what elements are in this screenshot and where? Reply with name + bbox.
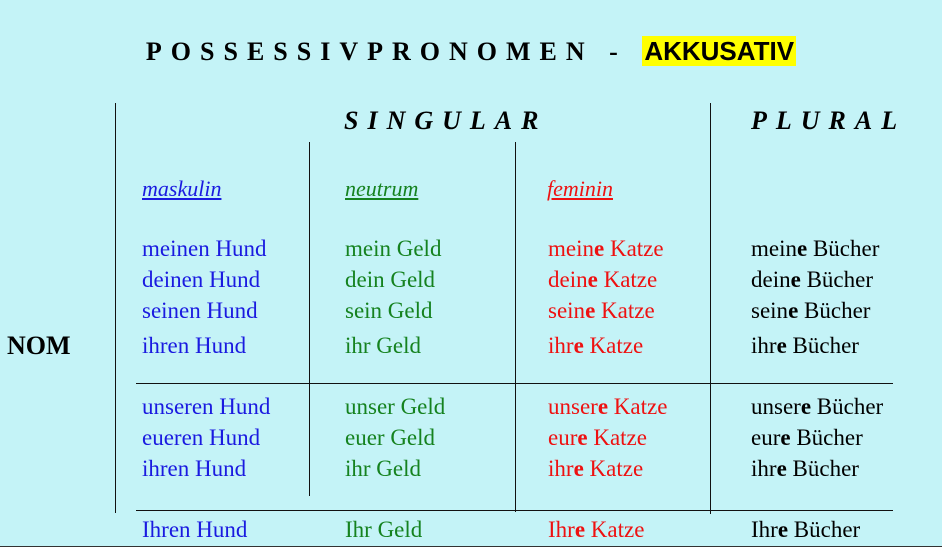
pronoun-ending: e <box>797 236 808 261</box>
cell-plural <box>751 517 860 543</box>
noun: Katze <box>587 425 647 450</box>
pronoun-ending: e <box>776 456 787 481</box>
row-divider-2 <box>136 510 893 511</box>
cell-maskulin: ihren Hund <box>142 456 247 481</box>
pronoun-stem: sein <box>548 298 586 323</box>
pronoun-ending: e <box>597 394 609 419</box>
cell-feminin <box>548 394 667 420</box>
cell-plural <box>751 394 883 420</box>
cell-feminin <box>548 456 643 482</box>
pronoun-ending: e <box>574 517 586 542</box>
column-divider-3 <box>710 103 711 514</box>
cell-maskulin: eueren Hund <box>142 425 261 450</box>
case-label-nom: NOM <box>7 331 71 360</box>
cell-plural <box>751 333 859 359</box>
noun: Katze <box>608 394 668 419</box>
pronoun-ending: e <box>577 425 588 450</box>
pronoun-stem: Ihr <box>548 517 575 542</box>
noun: Bücher <box>800 267 873 292</box>
cell-plural <box>751 425 863 451</box>
gender-maskulin: maskulin <box>142 176 222 201</box>
pronoun-ending: e <box>777 517 789 542</box>
pronoun-ending: e <box>585 298 596 323</box>
cell-plural <box>751 267 873 293</box>
pronoun-stem: unser <box>548 394 598 419</box>
singular-header: SINGULAR <box>344 106 548 135</box>
pronoun-ending: e <box>788 298 799 323</box>
gender-neutrum: neutrum <box>345 176 419 201</box>
pronoun-stem: ihr <box>548 333 574 358</box>
pronoun-ending: e <box>573 456 584 481</box>
pronoun-ending: e <box>594 236 605 261</box>
pronoun-stem: eur <box>751 425 781 450</box>
noun: Katze <box>583 333 644 358</box>
noun: Bücher <box>811 394 884 419</box>
cell-neutrum: mein Geld <box>345 236 442 261</box>
pronoun-stem: eur <box>548 425 578 450</box>
pronoun-stem: mein <box>548 236 594 261</box>
noun: Katze <box>604 236 664 261</box>
noun: Bücher <box>790 425 863 450</box>
pronoun-ending: e <box>780 425 791 450</box>
noun: Katze <box>595 298 655 323</box>
noun: Katze <box>585 517 645 542</box>
cell-plural <box>751 298 870 324</box>
cell-maskulin: Ihren Hund <box>142 517 248 542</box>
pronoun-stem: Ihr <box>751 517 778 542</box>
pronoun-ending: e <box>790 267 801 292</box>
pronoun-ending: e <box>587 267 598 292</box>
page-title <box>0 36 942 67</box>
cell-feminin <box>548 298 655 324</box>
cell-maskulin: meinen Hund <box>142 236 267 261</box>
column-divider-1-top <box>309 142 310 384</box>
cell-plural <box>751 456 859 482</box>
cell-neutrum: Ihr Geld <box>345 517 423 542</box>
cell-maskulin: seinen Hund <box>142 298 258 323</box>
cell-feminin <box>548 425 647 451</box>
pronoun-stem: ihr <box>751 333 777 358</box>
pronoun-stem: dein <box>548 267 588 292</box>
cell-plural <box>751 236 879 262</box>
pronoun-stem: sein <box>751 298 789 323</box>
cell-neutrum: sein Geld <box>345 298 433 323</box>
pronoun-ending: e <box>573 333 584 358</box>
cell-maskulin: deinen Hund <box>142 267 261 292</box>
plural-header: PLURAL <box>751 106 907 135</box>
pronoun-ending: e <box>800 394 812 419</box>
cell-neutrum: unser Geld <box>345 394 446 419</box>
cell-neutrum: euer Geld <box>345 425 436 450</box>
pronoun-stem: ihr <box>751 456 777 481</box>
noun: Katze <box>583 456 644 481</box>
noun: Bücher <box>798 298 871 323</box>
cell-feminin <box>548 267 657 293</box>
title-prefix: POSSESSIVPRONOMEN - <box>145 37 627 66</box>
cell-feminin <box>548 236 664 262</box>
pronoun-stem: ihr <box>548 456 574 481</box>
pronoun-ending: e <box>776 333 787 358</box>
gender-feminin: feminin <box>547 176 613 201</box>
noun: Katze <box>597 267 658 292</box>
pronoun-stem: unser <box>751 394 801 419</box>
noun: Bücher <box>786 456 859 481</box>
noun: Bücher <box>788 517 861 542</box>
pronoun-stem: mein <box>751 236 797 261</box>
row-divider-1 <box>136 383 893 384</box>
cell-neutrum: ihr Geld <box>345 456 422 481</box>
cell-feminin <box>548 517 644 543</box>
column-divider-2 <box>515 142 516 512</box>
cell-neutrum: dein Geld <box>345 267 436 292</box>
cell-maskulin: ihren Hund <box>142 333 247 358</box>
title-highlight: AKKUSATIV <box>644 36 795 66</box>
pronoun-stem: dein <box>751 267 791 292</box>
column-divider-1-bottom <box>309 384 310 496</box>
cell-feminin <box>548 333 643 359</box>
left-border <box>115 103 116 513</box>
cell-maskulin: unseren Hund <box>142 394 271 419</box>
cell-neutrum: ihr Geld <box>345 333 422 358</box>
noun: Bücher <box>786 333 859 358</box>
noun: Bücher <box>807 236 880 261</box>
